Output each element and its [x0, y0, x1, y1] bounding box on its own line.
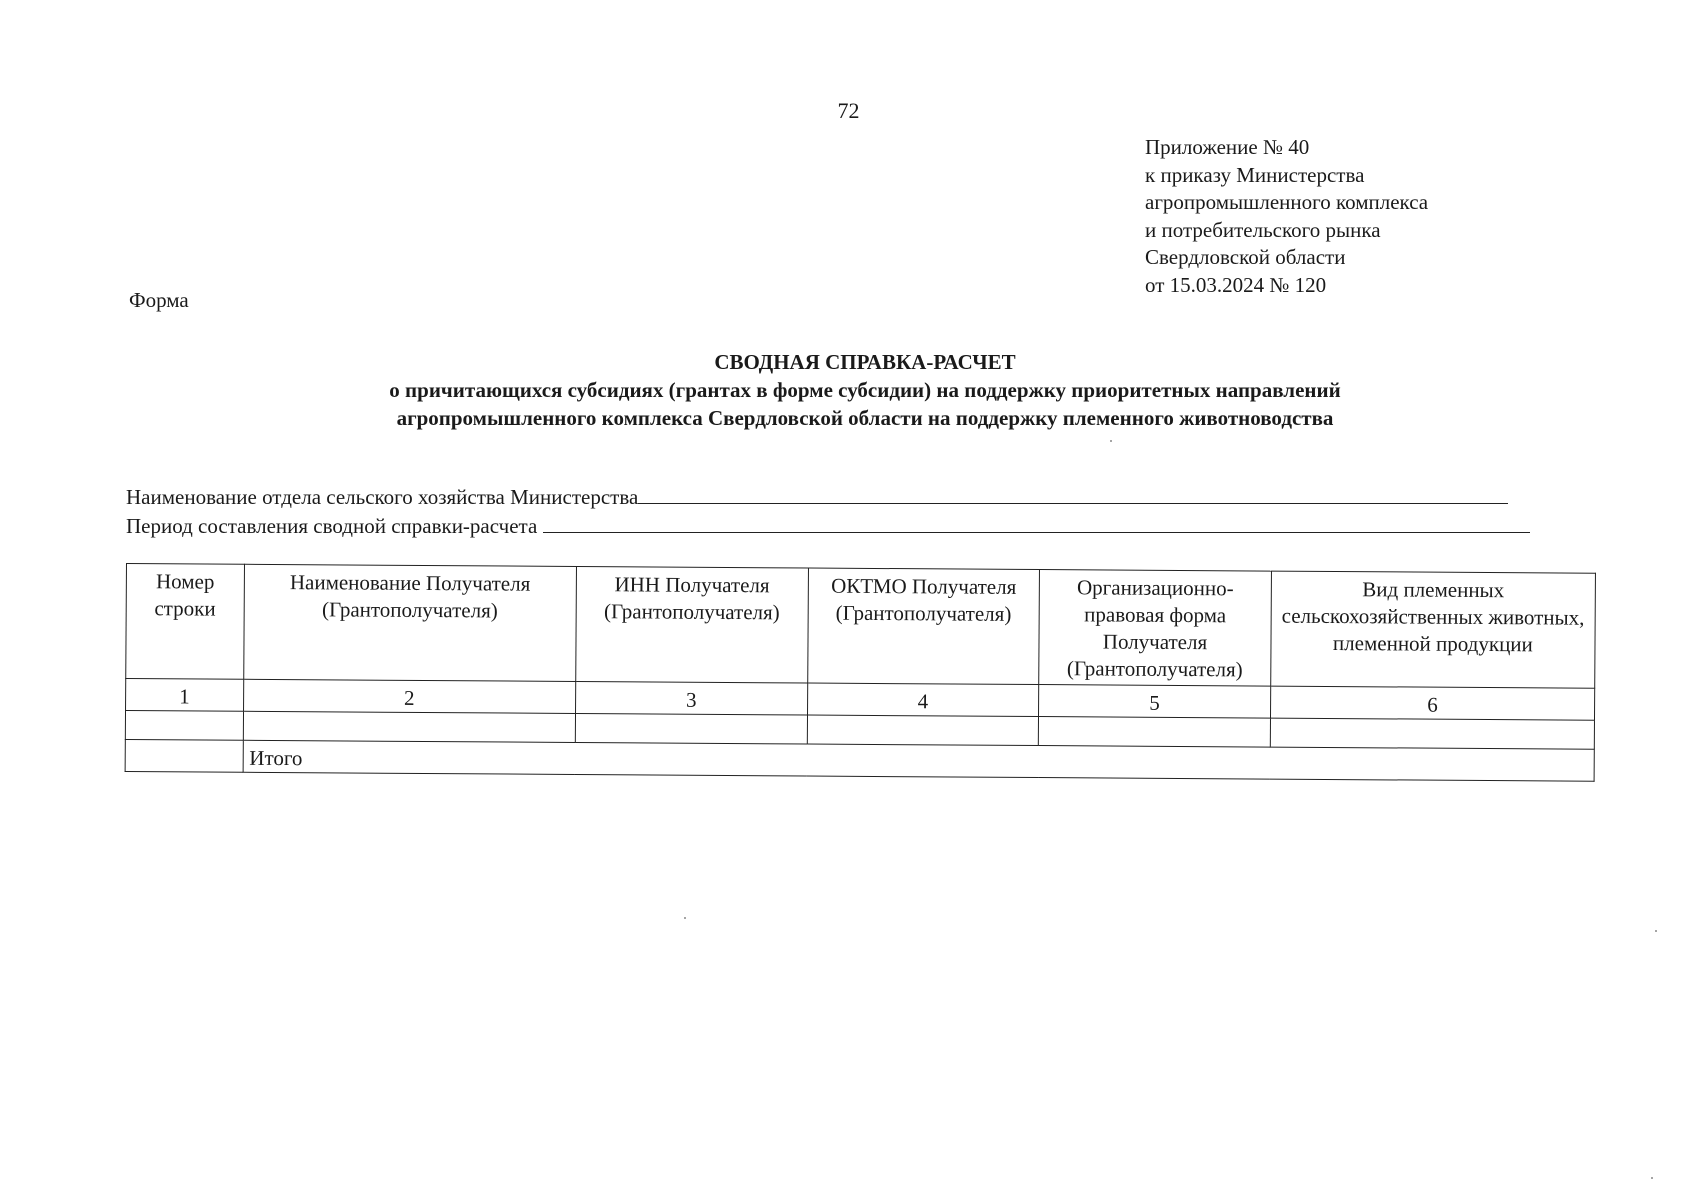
- column-number: 6: [1270, 686, 1594, 720]
- document-title: [250, 348, 1480, 432]
- title-main: СВОДНАЯ СПРАВКА-РАСЧЕТ: [714, 350, 1016, 374]
- appendix-line: к приказу Министерства: [1145, 162, 1365, 187]
- empty-cell[interactable]: [243, 711, 575, 742]
- header-livestock-type: Вид племенных сельскохозяйственных животных, племенной продукции: [1271, 571, 1596, 688]
- empty-cell[interactable]: [125, 711, 243, 741]
- column-number: 5: [1039, 685, 1271, 719]
- header-row-number: Номер строки: [126, 564, 244, 680]
- scan-speck: [1651, 1177, 1653, 1179]
- scan-speck: [684, 917, 686, 919]
- department-field: [126, 485, 1508, 510]
- column-number: 3: [575, 681, 807, 715]
- appendix-line: от 15.03.2024 № 120: [1145, 272, 1327, 297]
- column-number: 1: [126, 679, 244, 712]
- scan-speck: [1110, 440, 1112, 442]
- total-empty-cell: [125, 739, 243, 772]
- appendix-line: Приложение № 40: [1145, 135, 1310, 159]
- scan-speck: [1655, 930, 1657, 932]
- page-number: 72: [837, 98, 860, 123]
- header-recipient-name: Наименование Получателя (Грантополучателя): [243, 564, 576, 681]
- period-label: Период составления сводной справки-расчета: [126, 514, 538, 538]
- period-blank[interactable]: [543, 514, 1530, 533]
- appendix-line: Свердловской области: [1145, 245, 1346, 269]
- header-inn: ИНН Получателя (Грантополучателя): [576, 566, 808, 683]
- period-field: [126, 514, 1530, 539]
- table-header-row: [126, 564, 1596, 689]
- department-blank[interactable]: [638, 485, 1508, 504]
- header-oktmo: ОКТМО Получателя (Грантополучателя): [807, 568, 1039, 685]
- empty-cell[interactable]: [575, 713, 807, 744]
- appendix-line: агропромышленного комплекса: [1145, 190, 1429, 214]
- appendix-line: и потребительского рынка: [1145, 217, 1381, 242]
- appendix-block: [1145, 134, 1428, 299]
- empty-cell[interactable]: [1038, 717, 1270, 748]
- column-number: 4: [807, 683, 1039, 717]
- empty-cell[interactable]: [1270, 718, 1594, 749]
- header-legal-form: Организационно-правовая форма Получателя (Грантополучателя): [1039, 570, 1271, 687]
- title-line-2: о причитающихся субсидиях (грантах в форме субсидии) на поддержку приоритетных направлений: [389, 378, 1341, 402]
- summary-table: [125, 563, 1596, 782]
- empty-cell[interactable]: [807, 715, 1039, 746]
- department-label: Наименование отдела сельского хозяйства Министерства: [126, 485, 639, 509]
- column-number: 2: [243, 679, 575, 713]
- total-label: Итого: [243, 740, 1595, 781]
- form-label: Форма: [129, 288, 189, 312]
- title-line-3: агропромышленного комплекса Свердловской области на поддержку племенного животноводства: [396, 406, 1334, 430]
